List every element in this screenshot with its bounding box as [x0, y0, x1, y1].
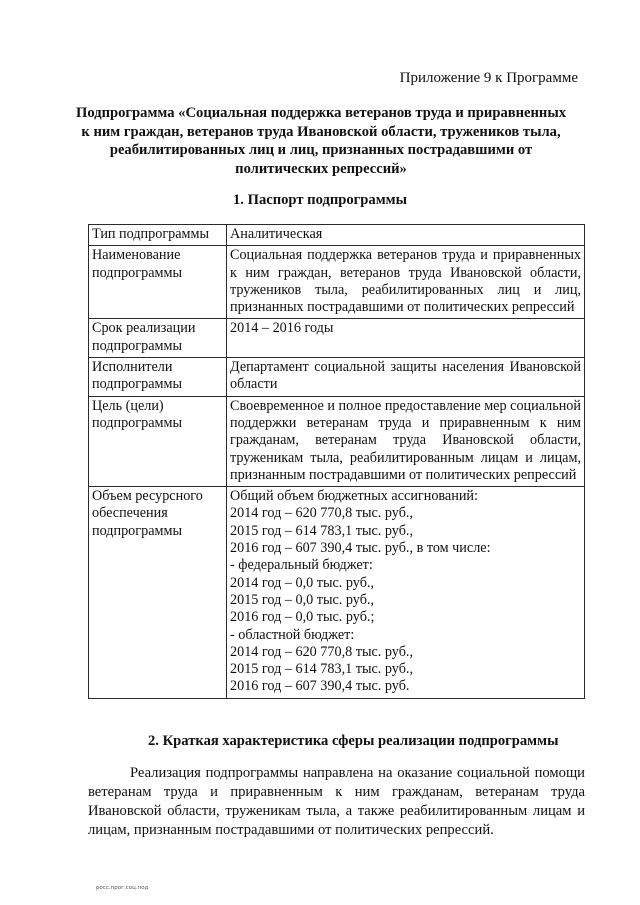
funding-value	[227, 487, 585, 699]
funding-line: 2016 год – 0,0 тыс. руб.;	[230, 609, 375, 626]
goal-label: Цель (цели) подпрограммы	[89, 396, 227, 486]
table-row-goal	[89, 396, 585, 486]
footer-code: росс.прог.соц.под	[96, 885, 149, 891]
section-1-title: 1. Паспорт подпрограммы	[233, 192, 407, 208]
funding-line: - федеральный бюджет:	[230, 557, 373, 574]
subprogram-title: Подпрограмма «Социальная поддержка ветеранов труда и приравненных к ним граждан, ветеранов труда Ивановской области, тружеников тыла, реабилитированных лиц и лиц, признанных пострадавшими от политических репрессий»	[75, 105, 567, 177]
executors-label: Исполнители подпрограммы	[89, 358, 227, 397]
funding-line: 2015 год – 0,0 тыс. руб.,	[230, 591, 375, 608]
type-value: Аналитическая	[227, 225, 585, 246]
name-label: Наименование подпрограммы	[89, 246, 227, 319]
funding-label: Объем ресурсного обеспечения подпрограммы	[89, 487, 227, 699]
term-label: Срок реализации подпрограммы	[89, 319, 227, 358]
table-row-term	[89, 319, 585, 358]
funding-line: 2014 год – 620 770,8 тыс. руб.,	[230, 505, 414, 522]
table-row-type	[89, 225, 585, 246]
term-value: 2014 – 2016 годы	[227, 319, 585, 358]
appendix-label: Приложение 9 к Программе	[399, 70, 578, 86]
table-row-funding	[89, 487, 585, 699]
table-row-name	[89, 246, 585, 319]
funding-line: 2015 год – 614 783,1 тыс. руб.,	[230, 661, 414, 678]
funding-line: 2014 год – 620 770,8 тыс. руб.,	[230, 643, 414, 660]
funding-line: - областной бюджет:	[230, 626, 355, 643]
funding-line: 2014 год – 0,0 тыс. руб.,	[230, 574, 375, 591]
funding-line: 2016 год – 607 390,4 тыс. руб., в том числе:	[230, 540, 491, 557]
funding-line: Общий объем бюджетных ассигнований:	[230, 488, 478, 505]
passport-table	[88, 224, 585, 699]
executors-value: Департамент социальной защиты населения Ивановской области	[227, 358, 585, 397]
section-2-title: 2. Краткая характеристика сферы реализации подпрограммы	[148, 733, 559, 749]
type-label: Тип подпрограммы	[89, 225, 227, 246]
funding-line: 2015 год – 614 783,1 тыс. руб.,	[230, 522, 414, 539]
goal-value: Своевременное и полное предоставление мер социальной поддержки ветеранам труда и приравненным к ним гражданам, ветеранам труда Ивановской области, труженикам тыла, реабилитированным лицам и лицам, признанным пострадавшими от политических репрессий	[227, 396, 585, 486]
section-2-paragraph: Реализация подпрограммы направлена на оказание социальной помощи ветеранам труда и приравненным к ним гражданам, ветеранам труда Ивановской области, труженикам тыла, а также реабилитированным лицам и лицам, признанным пострадавшими от политических репрессий.	[88, 765, 585, 838]
name-value: Социальная поддержка ветеранов труда и приравненных к ним граждан, ветеранов труда Ивановской области, тружеников тыла, реабилитированных лиц и лиц, признанных пострадавшими от политических репрессий	[227, 246, 585, 319]
table-row-executors	[89, 358, 585, 397]
funding-line: 2016 год – 607 390,4 тыс. руб.	[230, 678, 410, 695]
